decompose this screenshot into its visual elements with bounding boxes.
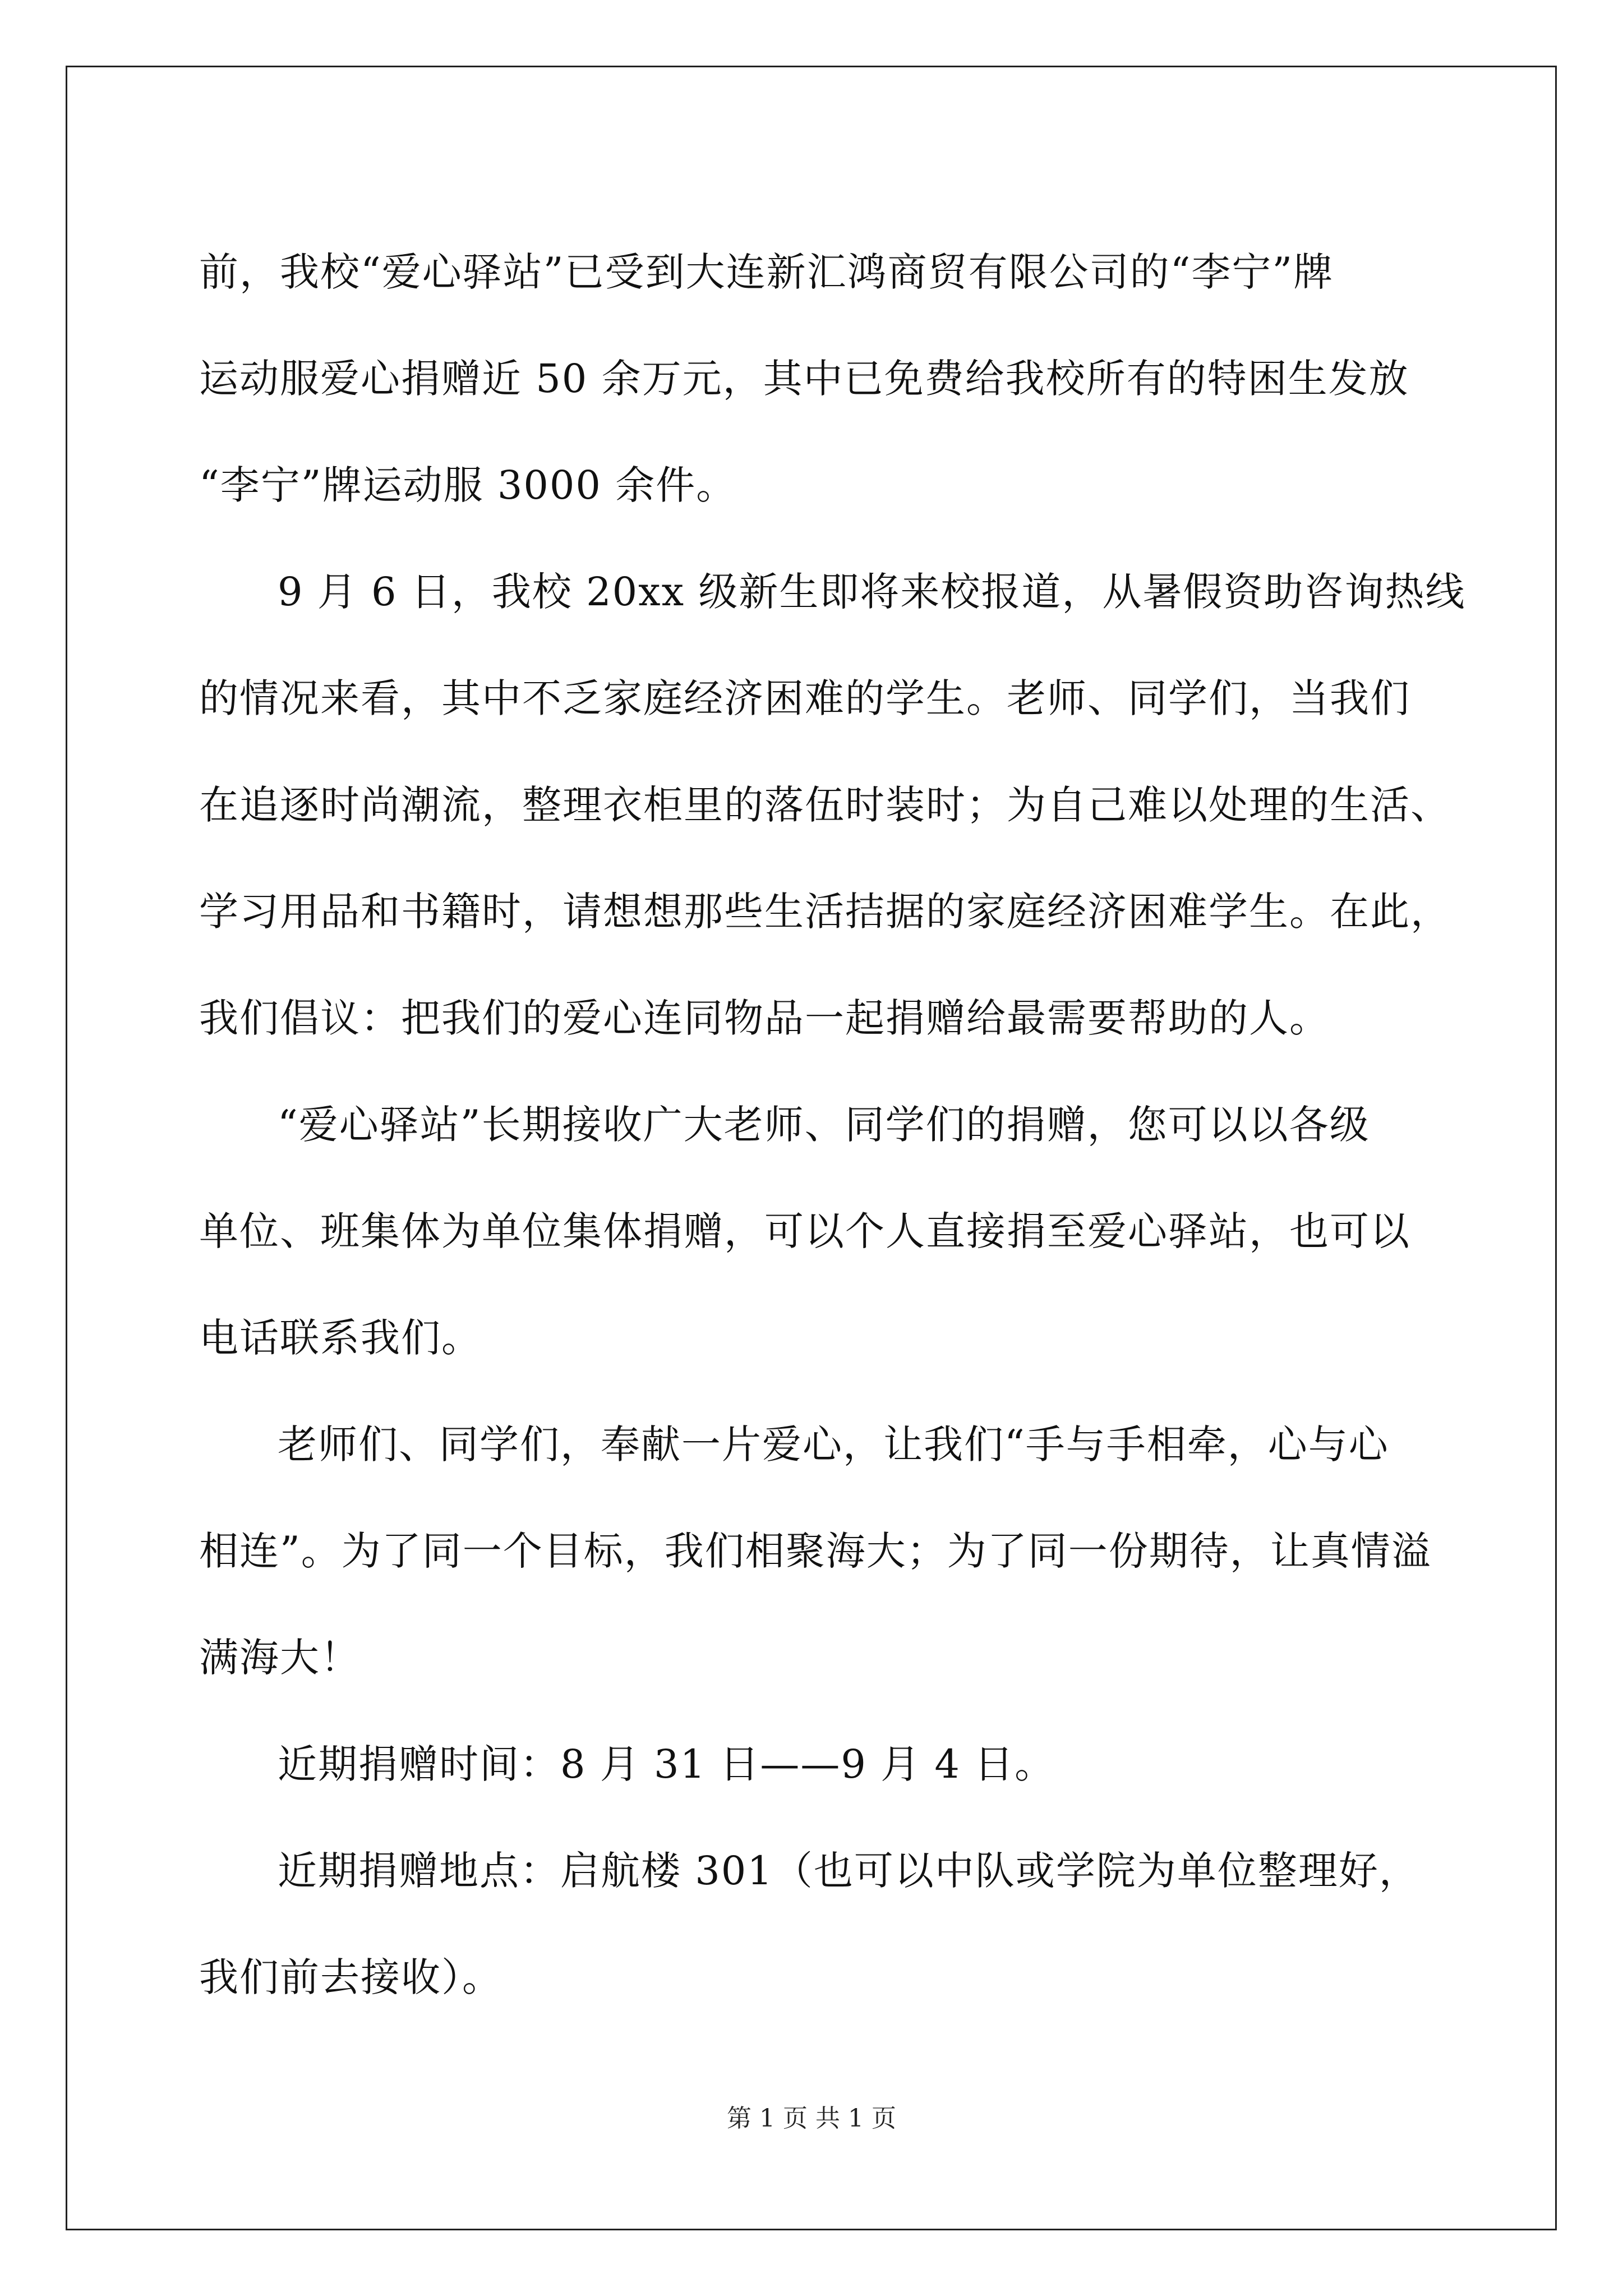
text-line: 老师们、同学们，奉献一片爱心，让我们“手与手相牵，心与心 <box>278 1421 1389 1467</box>
text-line: “爱心驿站”长期接收广大老师、同学们的捐赠，您可以以各级 <box>278 1102 1370 1148</box>
text-line: 单位、班集体为单位集体捐赠，可以个人直接捐至爱心驿站，也可以 <box>199 1208 1410 1254</box>
text-line: 前，我校“爱心驿站”已受到大连新汇鸿商贸有限公司的“李宁”牌 <box>199 249 1334 295</box>
text-line: 近期捐赠地点：启航楼 301（也可以中队或学院为单位整理好， <box>278 1848 1419 1894</box>
document-body <box>199 219 1466 2031</box>
text-line: 我们前去接收）。 <box>199 1954 502 2000</box>
text-line: 在追逐时尚潮流，整理衣柜里的落伍时装时；为自己难以处理的生活、 <box>199 782 1451 828</box>
text-line: 满海大！ <box>199 1635 361 1681</box>
text-line: 我们倡议：把我们的爱心连同物品一起捐赠给最需要帮助的人。 <box>199 995 1330 1041</box>
text-line: 电话联系我们。 <box>199 1315 482 1361</box>
text-line: 近期捐赠时间：8 月 31 日——9 月 4 日。 <box>278 1741 1055 1787</box>
text-line: “李宁”牌运动服 3000 余件。 <box>199 462 737 508</box>
text-line: 运动服爱心捐赠近 50 余万元，其中已免费给我校所有的特困生发放 <box>199 356 1409 402</box>
text-line: 9 月 6 日，我校 20xx 级新生即将来校报道，从暑假资助咨询热线 <box>278 569 1466 615</box>
text-line: 相连”。为了同一个目标，我们相聚海大；为了同一份期待，让真情溢 <box>199 1528 1432 1574</box>
text-line: 学习用品和书籍时，请想想那些生活拮据的家庭经济困难学生。在此， <box>199 889 1451 935</box>
text-line: 的情况来看，其中不乏家庭经济困难的学生。老师、同学们，当我们 <box>199 675 1410 721</box>
page-footer: 第 1 页 共 1 页 <box>727 2104 896 2133</box>
